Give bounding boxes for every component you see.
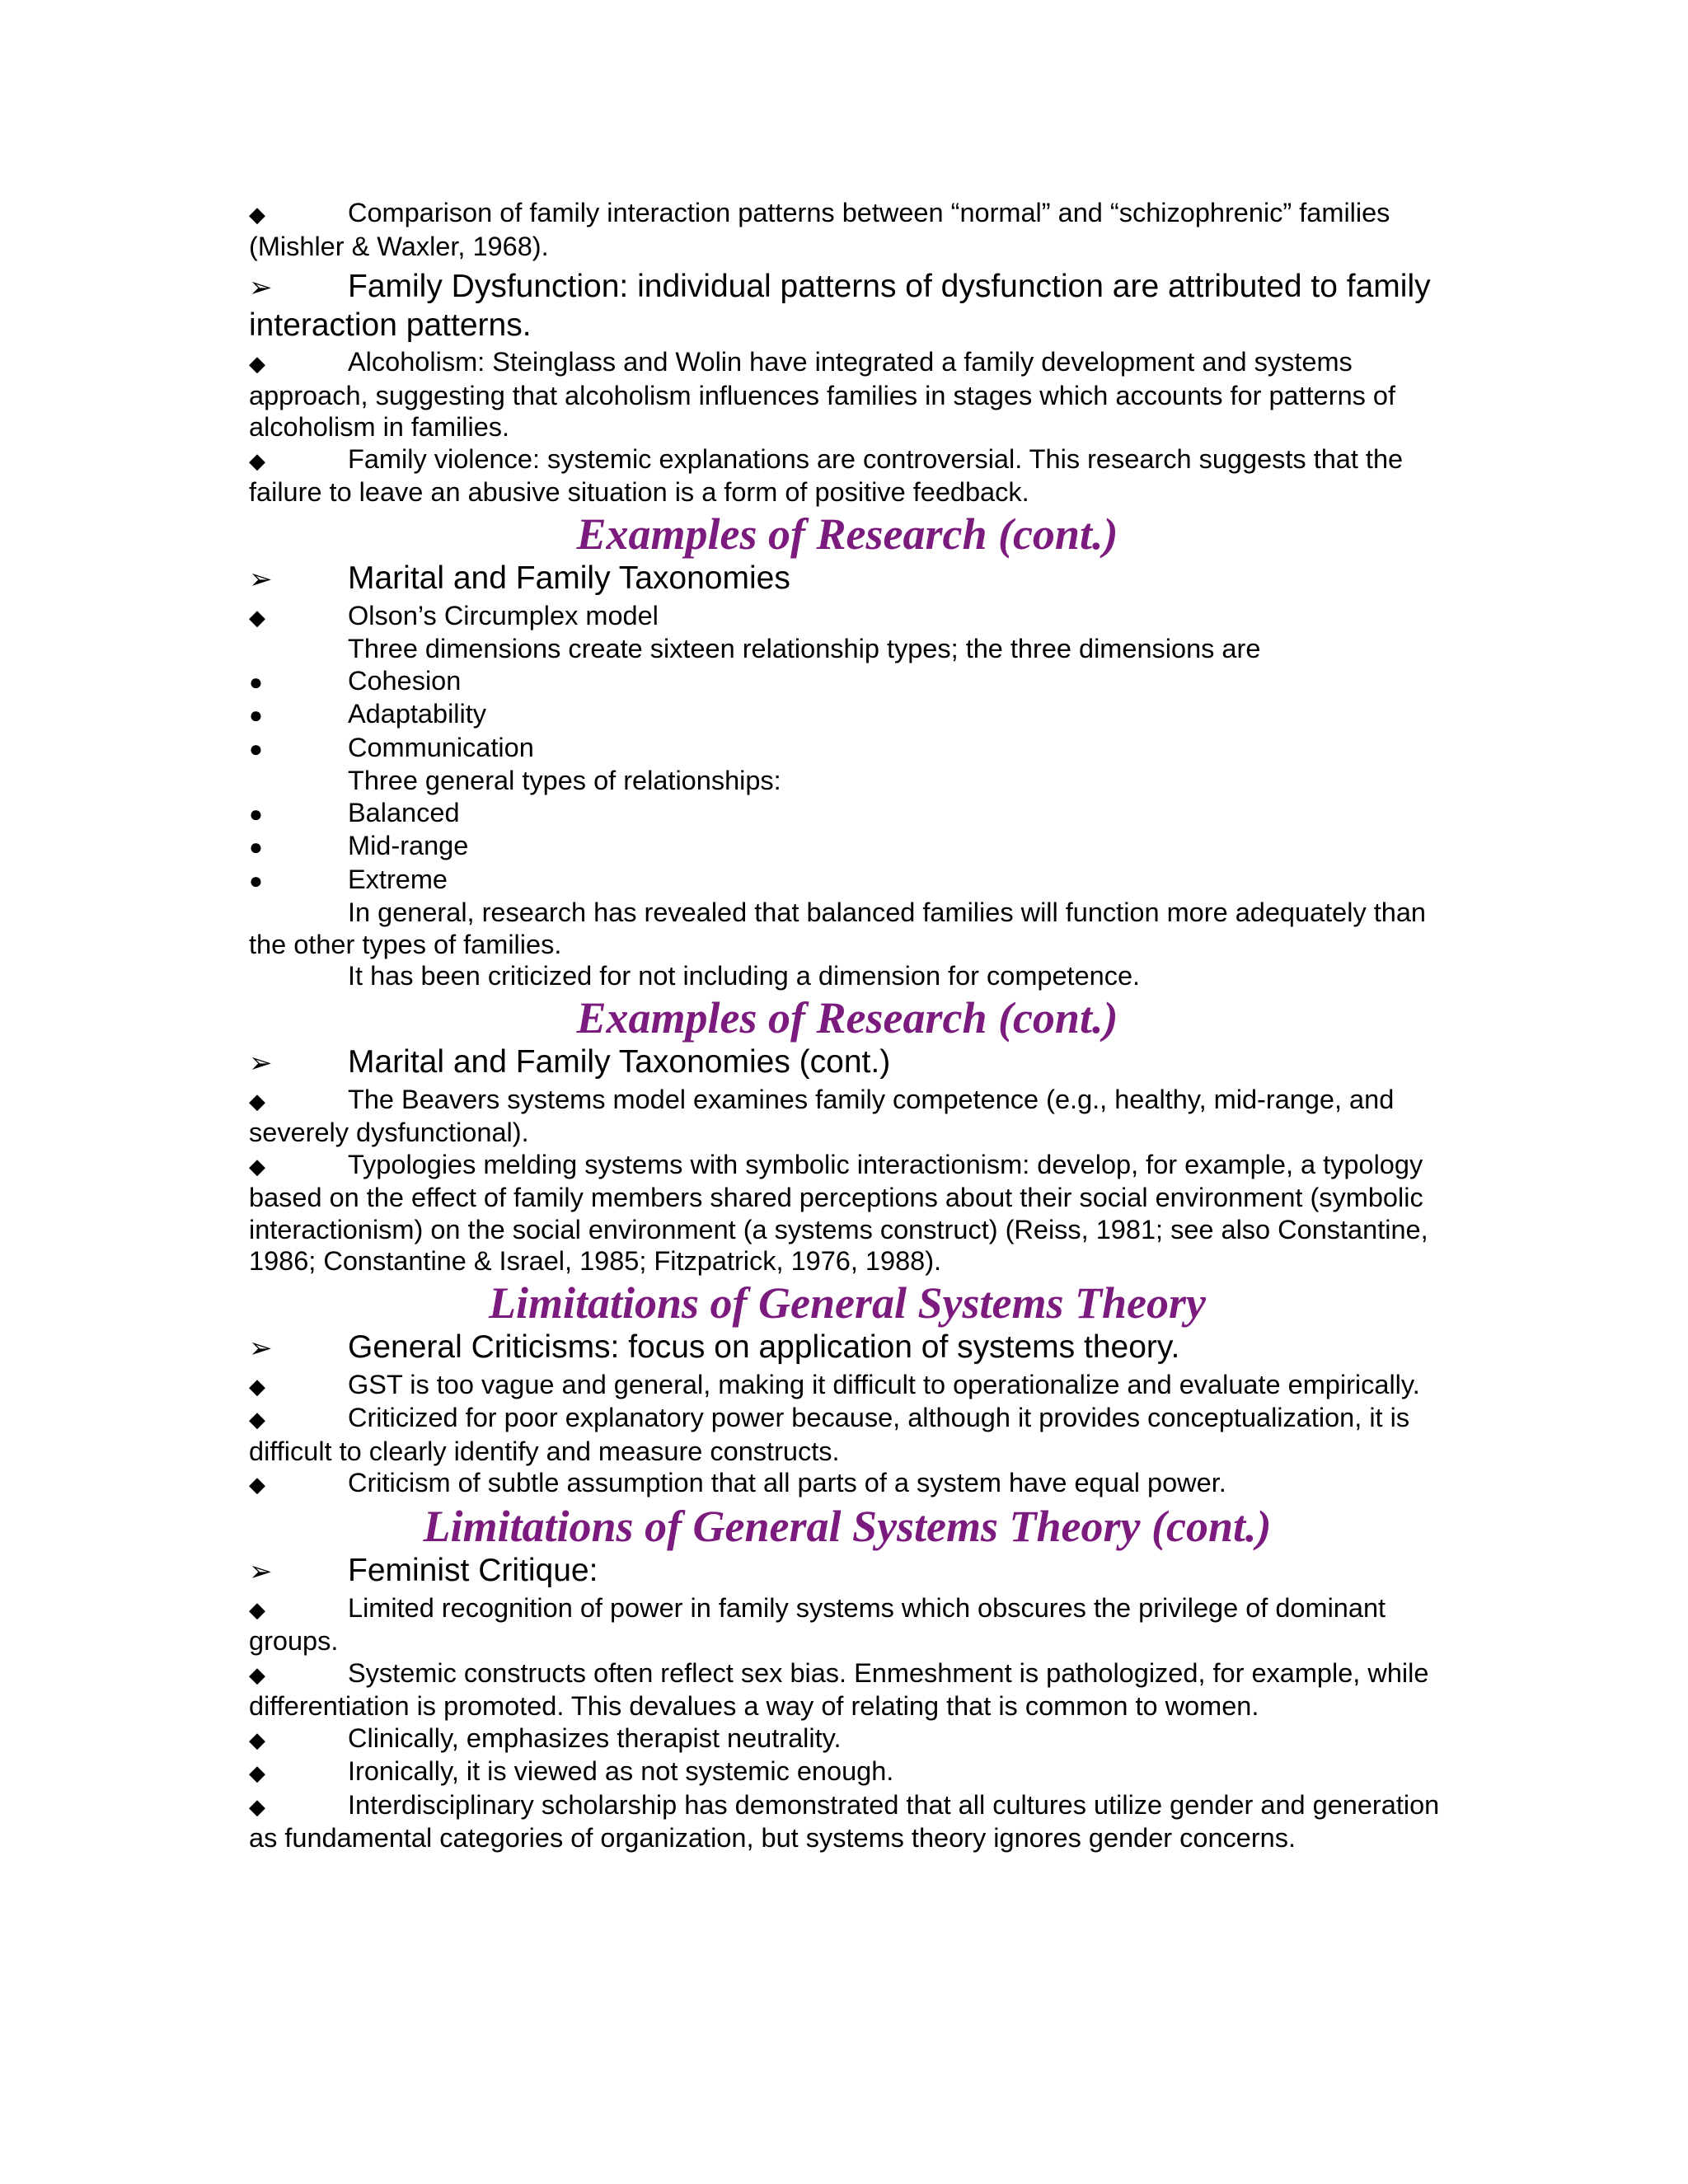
arrow-item: [249, 560, 1446, 598]
arrow-bullet-icon: ➢: [249, 563, 273, 595]
diamond-bullet-icon: ◆: [249, 351, 265, 376]
diamond-bullet-icon: ◆: [249, 1760, 265, 1785]
dot-bullet-icon: ●: [249, 800, 263, 827]
diamond-bullet-icon: ◆: [249, 1793, 265, 1819]
diamond-bullet-icon: ◆: [249, 1472, 265, 1497]
item-text: Criticized for poor explanatory power because, although it provides conceptualization, it is difficult to clearly identify and measure constructs.: [249, 1403, 1410, 1466]
section-heading: Examples of Research (cont.): [576, 992, 1118, 1043]
document-body: [249, 197, 1446, 1854]
bullet-item: [249, 1084, 1446, 1149]
bullet-item: [249, 1722, 1446, 1756]
bullet-item: [249, 600, 1446, 634]
item-text: Alcoholism: Steinglass and Wolin have integrated a family development and systems approach, suggesting that alcoholism influences families in stages which accounts for patterns of alcoholism in families.: [249, 347, 1396, 442]
diamond-bullet-icon: ◆: [249, 1596, 265, 1622]
item-text: Family Dysfunction: individual patterns of dysfunction are attributed to family interaction patterns.: [249, 269, 1431, 343]
indented-text: It has been criticized for not including a dimension for competence.: [348, 961, 1141, 991]
arrow-item: [249, 1043, 1446, 1082]
item-text: Marital and Family Taxonomies (cont.): [348, 1043, 891, 1080]
dot-bullet-icon: ●: [249, 702, 263, 728]
item-text: Olson’s Circumplex model: [348, 600, 659, 630]
bullet-item: [249, 1149, 1446, 1277]
arrow-bullet-icon: ➢: [249, 1555, 273, 1587]
arrow-item: [249, 1329, 1446, 1367]
bullet-item: [249, 1592, 1446, 1657]
item-text: Limited recognition of power in family systems which obscures the privilege of dominant groups.: [249, 1592, 1386, 1656]
item-text: Family violence: systemic explanations are controversial. This research suggests that the failure to leave an abusive situation is a form of positive feedback.: [249, 443, 1404, 507]
diamond-bullet-icon: ◆: [249, 1661, 265, 1687]
bullet-item: [249, 1402, 1446, 1467]
dot-bullet-icon: ●: [249, 834, 263, 860]
arrow-item: [249, 268, 1446, 344]
dot-item: [249, 732, 1446, 766]
item-text: Communication: [348, 732, 534, 762]
item-text: Cohesion: [348, 665, 462, 696]
diamond-bullet-icon: ◆: [249, 202, 265, 227]
dot-item: [249, 797, 1446, 831]
item-text: Criticism of subtle assumption that all parts of a system have equal power.: [348, 1468, 1226, 1497]
item-text: Systemic constructs often reflect sex bias. Enmeshment is pathologized, for example, while differentiation is promoted. This devalues a way of relating that is common to women.: [249, 1657, 1429, 1721]
item-text: Clinically, emphasizes therapist neutrality.: [348, 1722, 842, 1753]
item-text: Typologies melding systems with symbolic interactionism: develop, for example, a typology based on the effect of family members shared perceptions about their social environment (symbolic interactionism) on the social environment (a systems construct) (Reiss, 1981; see also Constantine, 1986; Constantine & Israel, 1985; Fitzpatrick, 1976, 1988).: [249, 1149, 1428, 1276]
bullet-item: [249, 443, 1446, 509]
item-text: Feminist Critique:: [348, 1552, 598, 1588]
item-text: Ironically, it is viewed as not systemic enough.: [348, 1756, 894, 1786]
bullet-item: [249, 1467, 1446, 1501]
diamond-bullet-icon: ◆: [249, 1153, 265, 1179]
bullet-item: [249, 1755, 1446, 1789]
section-heading: Limitations of General Systems Theory (cont.): [423, 1501, 1272, 1551]
paragraph: In general, research has revealed that balanced families will function more adequately than the other types of families.: [249, 898, 1426, 959]
diamond-bullet-icon: ◆: [249, 1727, 265, 1752]
item-text: Marital and Family Taxonomies: [348, 560, 790, 596]
item-text: General Criticisms: focus on application of systems theory.: [348, 1329, 1180, 1365]
dot-item: [249, 830, 1446, 864]
section-heading: Limitations of General Systems Theory: [489, 1277, 1206, 1328]
dot-item: [249, 698, 1446, 732]
item-text: Mid-range: [348, 831, 469, 860]
indented-text: Three general types of relationships:: [348, 766, 781, 795]
bullet-item: [249, 1369, 1446, 1403]
dot-item: [249, 864, 1446, 898]
diamond-bullet-icon: ◆: [249, 1373, 265, 1399]
diamond-bullet-icon: ◆: [249, 448, 265, 473]
item-text: Interdisciplinary scholarship has demonstrated that all cultures utilize gender and generation as fundamental categories of organization, but systems theory ignores gender concerns.: [249, 1789, 1440, 1853]
dot-bullet-icon: ●: [249, 668, 263, 695]
diamond-bullet-icon: ◆: [249, 1088, 265, 1113]
item-text: Extreme: [348, 864, 448, 894]
arrow-bullet-icon: ➢: [249, 1047, 273, 1079]
arrow-item: [249, 1552, 1446, 1591]
bullet-item: [249, 346, 1446, 443]
dot-bullet-icon: ●: [249, 867, 263, 893]
dot-item: [249, 665, 1446, 699]
item-text: Balanced: [348, 797, 460, 827]
diamond-bullet-icon: ◆: [249, 1407, 265, 1432]
dot-bullet-icon: ●: [249, 735, 263, 762]
indented-text: Three dimensions create sixteen relationship types; the three dimensions are: [348, 634, 1261, 663]
diamond-bullet-icon: ◆: [249, 604, 265, 630]
section-heading: Examples of Research (cont.): [576, 509, 1118, 559]
item-text: Comparison of family interaction patterns between “normal” and “schizophrenic” families (Mishler & Waxler, 1968).: [249, 198, 1390, 261]
item-text: Adaptability: [348, 699, 487, 729]
bullet-item: [249, 1657, 1446, 1722]
arrow-bullet-icon: ➢: [249, 272, 273, 303]
item-text: GST is too vague and general, making it difficult to operationalize and evaluate empirically.: [348, 1369, 1420, 1399]
bullet-item: [249, 197, 1446, 262]
item-text: The Beavers systems model examines family competence (e.g., healthy, mid-range, and severely dysfunctional).: [249, 1084, 1395, 1147]
arrow-bullet-icon: ➢: [249, 1332, 273, 1364]
bullet-item: [249, 1789, 1446, 1854]
